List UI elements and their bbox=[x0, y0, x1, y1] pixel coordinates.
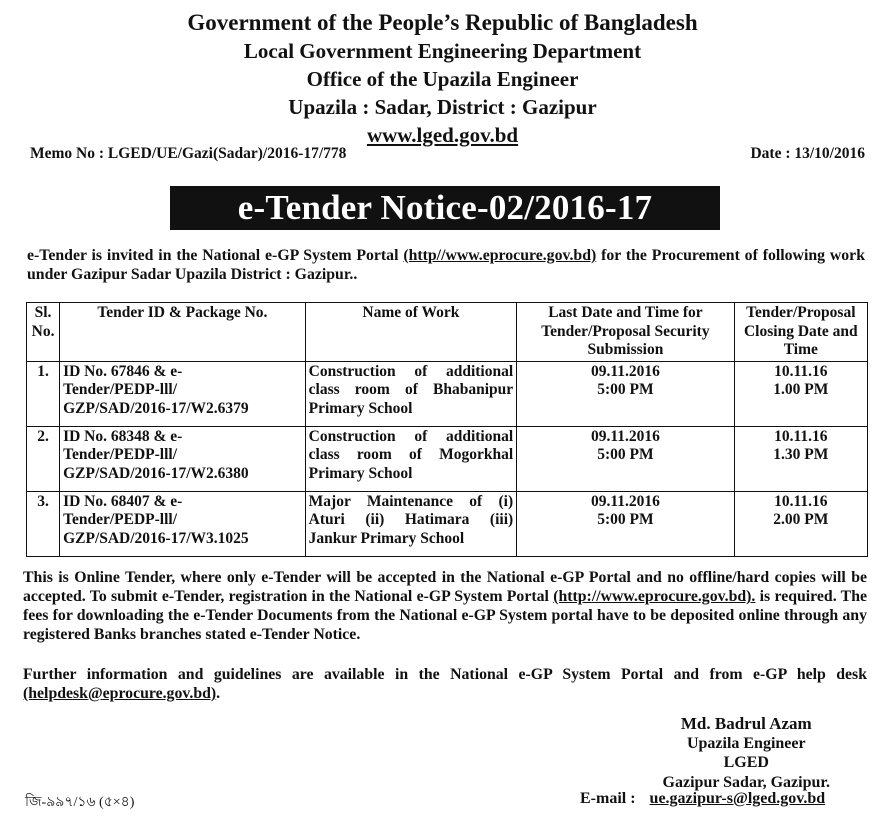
department-title: Local Government Engineering Department bbox=[243, 39, 642, 63]
para2-text-end: . bbox=[216, 685, 221, 702]
email-label: E-mail : bbox=[580, 790, 636, 807]
tender-id-line: Tender/PEDP-lll/ bbox=[63, 381, 178, 398]
row-tender-id bbox=[60, 491, 306, 556]
tender-table bbox=[26, 302, 868, 557]
signatory-name: Md. Badrul Azam bbox=[680, 714, 812, 733]
closing-time: 2.00 PM bbox=[773, 511, 829, 528]
helpdesk-email-link[interactable]: (helpdesk@eprocure.gov.bd) bbox=[23, 685, 217, 702]
row-security-deadline bbox=[517, 361, 735, 426]
signatory-org: LGED bbox=[723, 754, 769, 771]
signatory-title: Upazila Engineer bbox=[686, 734, 806, 752]
contact-email-link[interactable]: ue.gazipur-s@lged.gov.bd bbox=[649, 790, 826, 807]
tender-id-line: GZP/SAD/2016-17/W3.1025 bbox=[63, 529, 249, 547]
security-time: 5:00 PM bbox=[597, 446, 654, 463]
online-tender-paragraph bbox=[23, 568, 867, 644]
header-name-of-work: Name of Work bbox=[305, 303, 517, 362]
notice-title-banner: e-Tender Notice-02/2016-17 bbox=[170, 186, 720, 230]
row-closing bbox=[734, 361, 867, 426]
para1-text-end: is required. The fees for downloading the e-Tender Documents from the National e-GP System portal have to be deposited online through any registered Banks branches stated e-Tender Notice. bbox=[23, 588, 867, 643]
tender-id-line: GZP/SAD/2016-17/W2.6380 bbox=[63, 464, 249, 482]
row-security-deadline bbox=[517, 426, 735, 491]
security-date: 09.11.2016 bbox=[590, 362, 660, 380]
para2-text: Further information and guidelines are available in the National e-GP System Portal and from e-GP help desk bbox=[23, 666, 867, 683]
row-security-deadline bbox=[517, 491, 735, 556]
row-tender-id bbox=[60, 426, 306, 491]
contact-email-row bbox=[580, 790, 825, 808]
intro-text: e-Tender is invited in the National e-GP System Portal bbox=[27, 247, 404, 264]
header-sl: Sl. No. bbox=[27, 303, 60, 362]
header-closing: Tender/Proposal Closing Date and Time bbox=[734, 303, 867, 362]
security-time: 5:00 PM bbox=[597, 511, 654, 528]
tender-id-line: ID No. 67846 & e- bbox=[63, 362, 183, 380]
office-title: Office of the Upazila Engineer bbox=[306, 67, 579, 91]
table-header-row bbox=[27, 303, 868, 362]
intro-paragraph bbox=[27, 246, 865, 284]
para1-text: This is Online Tender, where only e-Tender will be accepted in the National e-GP Portal and no offline/hard copies will be accepted. To submit e-Tender, registration in the National e-GP System Portal bbox=[23, 569, 867, 605]
row-sl: 2. bbox=[27, 426, 60, 491]
header-security-submission: Last Date and Time for Tender/Proposal Security Submission bbox=[517, 303, 735, 362]
intro-text-end: for the Procurement of following work under Gazipur Sadar Upazila District : Gazipur.. bbox=[27, 247, 865, 283]
tender-id-line: GZP/SAD/2016-17/W2.6379 bbox=[63, 399, 249, 417]
website-link[interactable]: www.lged.gov.bd bbox=[366, 123, 519, 147]
document-header bbox=[0, 0, 885, 149]
row-tender-id bbox=[60, 361, 306, 426]
table-row bbox=[27, 361, 868, 426]
advertisement-code: জি-৯৯৭/১৬ (৫×৪) bbox=[25, 795, 135, 810]
security-date: 09.11.2016 bbox=[590, 427, 660, 445]
security-date: 09.11.2016 bbox=[590, 492, 660, 510]
eprocure-registration-link[interactable]: (http://www.eprocure.gov.bd). bbox=[553, 588, 756, 605]
signature-block bbox=[663, 714, 830, 792]
table-row bbox=[27, 491, 868, 556]
security-time: 5:00 PM bbox=[597, 381, 654, 398]
row-sl: 3. bbox=[27, 491, 60, 556]
row-closing bbox=[734, 426, 867, 491]
closing-time: 1.00 PM bbox=[773, 381, 829, 398]
notice-date: Date : 13/10/2016 bbox=[750, 145, 865, 162]
further-info-paragraph bbox=[23, 665, 867, 703]
memo-number: Memo No : LGED/UE/Gazi(Sadar)/2016-17/778 bbox=[30, 145, 347, 162]
closing-time: 1.30 PM bbox=[773, 446, 829, 463]
eprocure-link[interactable]: (http//www.eprocure.gov.bd) bbox=[403, 247, 597, 264]
location-line: Upazila : Sadar, District : Gazipur bbox=[288, 95, 597, 119]
row-sl: 1. bbox=[27, 361, 60, 426]
closing-date: 10.11.16 bbox=[774, 492, 828, 510]
closing-date: 10.11.16 bbox=[774, 427, 828, 445]
government-title: Government of the People’s Republic of Bangladesh bbox=[187, 10, 698, 35]
closing-date: 10.11.16 bbox=[774, 362, 828, 380]
row-work: Major Maintenance of (i) Aturi (ii) Hatimara (iii) Jankur Primary School bbox=[305, 491, 517, 556]
header-tender-id: Tender ID & Package No. bbox=[60, 303, 306, 362]
tender-id-line: Tender/PEDP-lll/ bbox=[63, 446, 178, 463]
signatory-place: Gazipur Sadar, Gazipur. bbox=[662, 773, 830, 791]
row-work: Construction of additional class room of Bhabanipur Primary School bbox=[305, 361, 517, 426]
table-row bbox=[27, 426, 868, 491]
tender-id-line: ID No. 68407 & e- bbox=[63, 492, 183, 510]
row-closing bbox=[734, 491, 867, 556]
tender-id-line: ID No. 68348 & e- bbox=[63, 427, 183, 445]
row-work: Construction of additional class room of Mogorkhal Primary School bbox=[305, 426, 517, 491]
memo-row bbox=[30, 145, 865, 163]
tender-id-line: Tender/PEDP-lll/ bbox=[63, 511, 178, 528]
